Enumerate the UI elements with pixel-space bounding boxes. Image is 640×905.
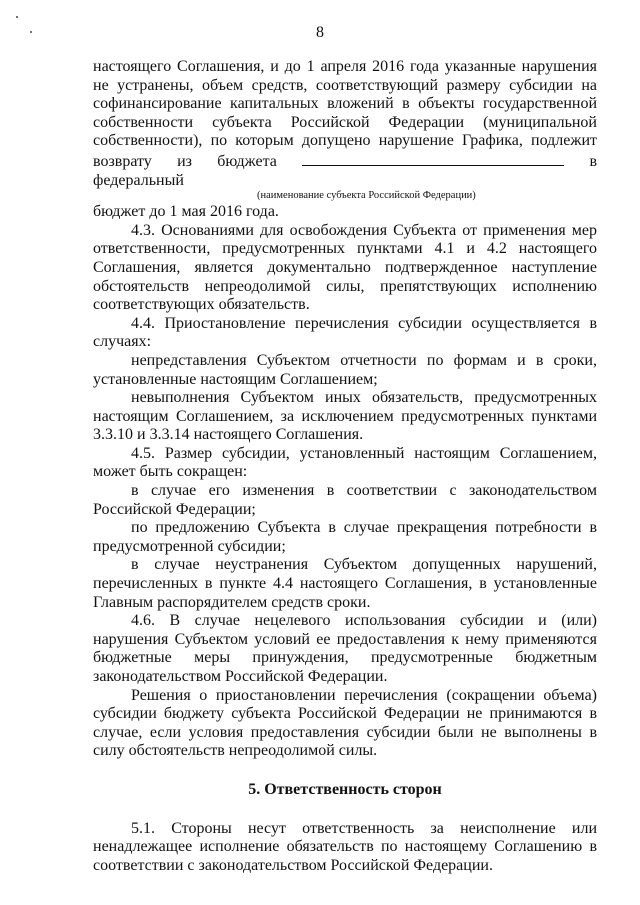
clause-5-1: 5.1. Стороны несут ответственность за неисполнение или ненадлежащее исполнение обязательств по настоящему Соглашению в соответствии с законодательством Российской Федерации. xyxy=(93,819,597,874)
clause-4-4-item: невыполнения Субъектом иных обязательств, предусмотренных настоящим Соглашением, за исключением предусмотренных пунктами 3.3.10 и 3.3.14 настоящего Соглашения. xyxy=(93,389,597,444)
clause-4-6: 4.6. В случае нецелевого использования субсидии и (или) нарушения Субъектом условий ее предоставления к нему применяются бюджетные меры принуждения, предусмотренные бюджетным законодательством Российской Федерации. xyxy=(93,612,597,685)
clause-4-6-decision: Решения о приостановлении перечисления (сокращении объема) субсидии бюджету субъекта Российской Федерации не принимаются в случае, если условия предоставления субсидии были не выполнены в силу обстоятельств непреодолимой силы. xyxy=(93,686,597,760)
section-heading xyxy=(93,781,597,800)
section-number: 5. xyxy=(248,780,261,798)
scan-mark xyxy=(16,16,18,18)
clause-4-3: 4.3. Основаниями для освобождения Субъекта от применения мер ответственности, предусмотренных пунктами 4.1 и 4.2 настоящего Соглашения, является документально подтвержденное наступление обстоятельств непреодолимой силы, препятствующих исполнению соответствующих обязательств. xyxy=(93,221,597,314)
clause-4-5-item: в случае его изменения в соответствии с законодательством Российской Федерации; xyxy=(93,482,597,518)
paragraph-continuation xyxy=(93,58,597,190)
clause-4-5: 4.5. Размер субсидии, установленный настоящим Соглашением, может быть сокращен: xyxy=(93,444,597,481)
paragraph-continuation-end: бюджет до 1 мая 2016 года. xyxy=(93,203,279,221)
budget-name-blank xyxy=(302,151,564,166)
blank-caption: (наименование субъекта Российской Федерации) xyxy=(257,190,476,202)
page-number: 8 xyxy=(316,24,324,41)
continuation-tail: в федеральный xyxy=(93,152,598,189)
clause-4-5-item: по предложению Субъекта в случае прекращения потребности в предусмотренной субсидии; xyxy=(93,519,597,555)
document-body xyxy=(93,58,597,875)
clause-4-5-item: в случае неустранения Субъектом допущенных нарушений, перечисленных в пункте 4.4 настоящего Соглашения, в установленные Главным распорядителем средств сроки. xyxy=(93,556,597,611)
clause-4-4-item: непредставления Субъектом отчетности по формам и в сроки, установленные настоящим Соглашением; xyxy=(93,351,597,388)
clause-4-4: 4.4. Приостановление перечисления субсидии осуществляется в случаях: xyxy=(93,314,597,351)
section-title: Ответственность сторон xyxy=(264,780,442,798)
continuation-text: настоящего Соглашения, и до 1 апреля 2016 года указанные нарушения не устранены, объем средств, соответствующий размеру субсидии на софинансирование капитальных вложений в объекты государственной собственности субъекта Российской Федерации (муниципальной собственности), по которым допущено нарушение Графика, подлежит возврату из бюджета xyxy=(93,58,597,170)
